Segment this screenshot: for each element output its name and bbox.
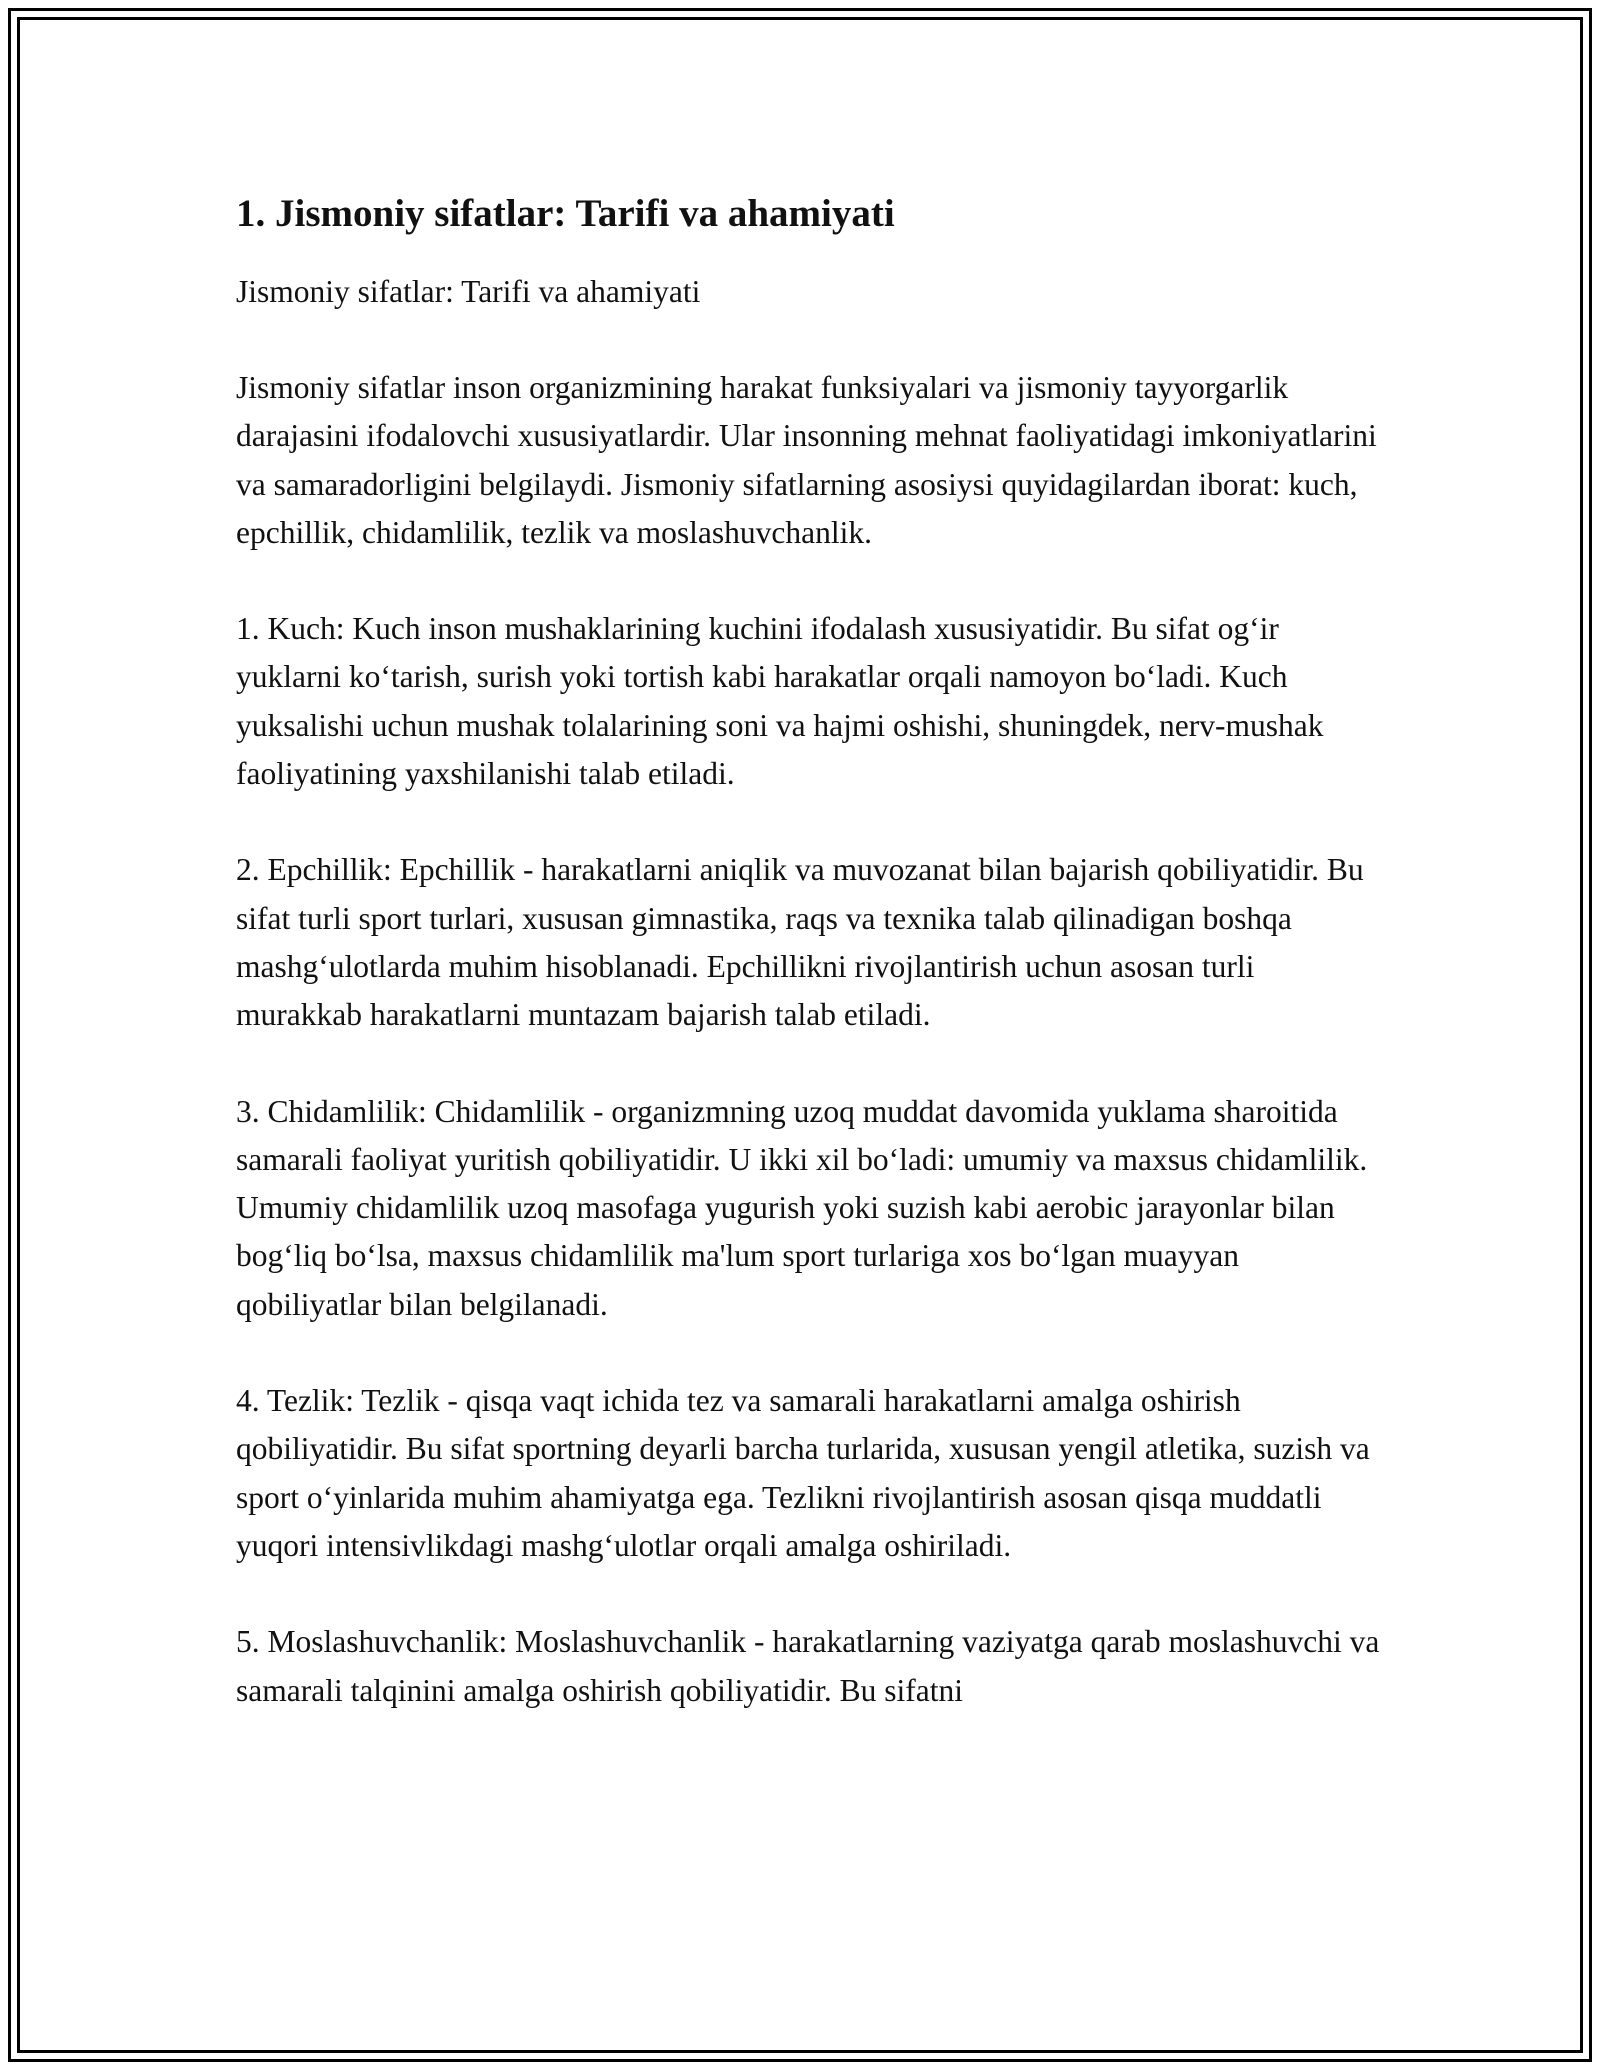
document-subheading: Jismoniy sifatlar: Tarifi va ahamiyati [236, 274, 701, 309]
paragraph-moslashuvchanlik: 5. Moslashuvchanlik: Moslashuvchanlik - harakatlarning vaziyatga qarab moslashuvchi va samarali talqinini amalga oshirish qobiliyatidir. Bu sifatni [236, 1624, 1380, 1708]
paragraph-tezlik: 4. Tezlik: Tezlik - qisqa vaqt ichida tez va samarali harakatlarni amalga oshirish qobiliyatidir. Bu sifat sportning deyarli barcha turlarida, xususan yengil atletika, suzish va sport o‘yinlarida muhim ahamiyatga ega. Tezlikni rivojlantirish asosan qisqa muddatli yuqori intensivlikdagi mashg‘ulotlar orqali amalga oshiriladi. [236, 1383, 1370, 1563]
document-body [236, 183, 1386, 1715]
paragraph-chidamlilik: 3. Chidamlilik: Chidamlilik - organizmning uzoq muddat davomida yuklama sharoitida samarali faoliyat yuritish qobiliyatidir. U ikki xil bo‘ladi: umumiy va maxsus chidamlilik. Umumiy chidamlilik uzoq masofaga yugurish yoki suzish kabi aerobic jarayonlar bilan bog‘liq bo‘lsa, maxsus chidamlilik ma'lum sport turlariga xos bo‘lgan muayyan qobiliyatlar bilan belgilanadi. [236, 1093, 1368, 1322]
paragraph-introduction: Jismoniy sifatlar inson organizmining harakat funksiyalari va jismoniy tayyorgarlik darajasini ifodalovchi xususiyatlardir. Ular insonning mehnat faoliyatidagi imkoniyatlarini va samaradorligini belgilaydi. Jismoniy sifatlarning asosiysi quyidagilardan iborat: kuch, epchillik, chidamlilik, tezlik va moslashuvchanlik. [236, 370, 1377, 550]
paragraph-kuch: 1. Kuch: Kuch inson mushaklarining kuchini ifodalash xususiyatidir. Bu sifat og‘ir yuklarni ko‘tarish, surish yoki tortish kabi harakatlar orqali namoyon bo‘ladi. Kuch yuksalishi uchun mushak tolalarining soni va hajmi oshishi, shuningdek, nerv-mushak faoliyatining yaxshilanishi talab etiladi. [236, 611, 1324, 792]
paragraph-epchillik: 2. Epchillik: Epchillik - harakatlarni aniqlik va muvozanat bilan bajarish qobiliyatidir. Bu sifat turli sport turlari, xususan gimnastika, raqs va texnika talab qilinadigan boshqa mashg‘ulotlarda muhim hisoblanadi. Epchillikni rivojlantirish uchun asosan turli murakkab harakatlarni muntazam bajarish talab etiladi. [236, 852, 1364, 1033]
document-heading: 1. Jismoniy sifatlar: Tarifi va ahamiyati [236, 192, 895, 235]
